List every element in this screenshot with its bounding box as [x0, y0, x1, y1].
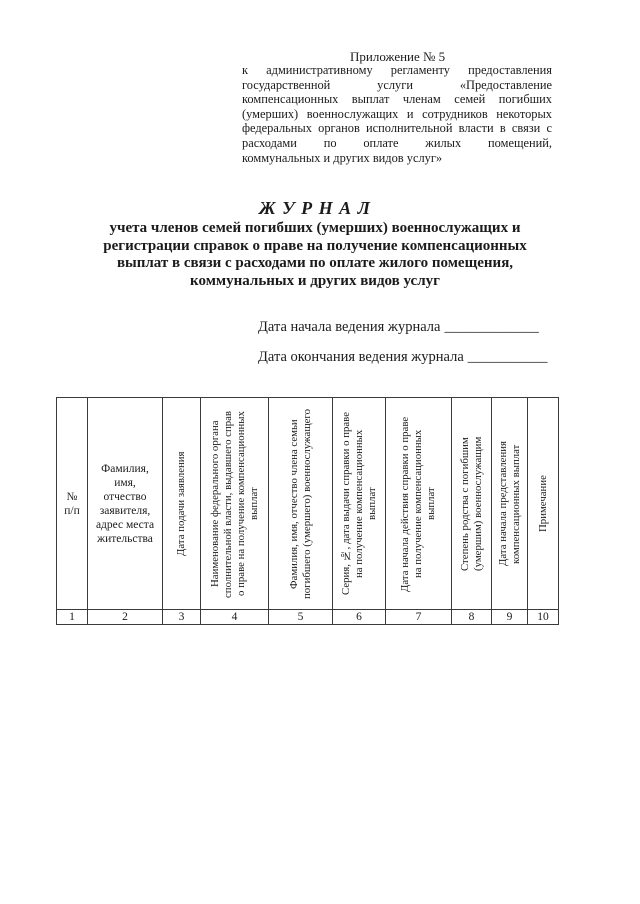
start-date-blank: _____________ [444, 319, 539, 335]
header-cell-application-date [163, 398, 201, 610]
header-text [209, 401, 261, 607]
column-number: 3 [163, 610, 201, 625]
journal-subtitle [60, 220, 570, 291]
column-number: 2 [88, 610, 163, 625]
appendix-line: компенсационных выплат членам семей погибших [242, 92, 552, 107]
header-line: на получение компенсационных [352, 429, 365, 578]
appendix-reference [242, 63, 552, 165]
header-line: Дата начала действия справки о праве [399, 415, 411, 592]
header-line: Фамилия, [101, 462, 149, 475]
journal-table [56, 397, 559, 625]
header-line: № [66, 490, 78, 503]
header-line: Дата начала представления [496, 441, 509, 566]
header-cell-inner [57, 398, 87, 609]
appendix-line: федеральных органов исполнительной власти в связи с [242, 121, 552, 136]
appendix-line: к административному регламенту предоставления [242, 63, 552, 77]
header-line: (умершим) военнослужащим [471, 436, 484, 571]
header-cell-inner [201, 398, 268, 609]
end-date-label: Дата окончания ведения журнала [258, 349, 464, 365]
header-cell-inner [333, 398, 385, 609]
appendix-line: коммунальных и других видов услуг» [242, 150, 443, 165]
column-number-row [57, 610, 559, 625]
journal-end-date [258, 348, 548, 366]
header-cell-inner [386, 398, 451, 609]
column-number: 1 [57, 610, 88, 625]
header-line: Дата подачи заявления [175, 451, 187, 556]
header-text [175, 401, 188, 607]
appendix-title: Приложение № 5 [350, 49, 446, 64]
header-cell-applicant [88, 398, 163, 610]
header-cell-number [57, 398, 88, 610]
header-cell-inner [492, 398, 527, 609]
header-line: п/п [64, 504, 80, 517]
header-line: выплат [247, 487, 260, 520]
header-text [537, 401, 550, 607]
column-number: 7 [386, 610, 452, 625]
journal-start-date [258, 318, 539, 336]
column-number: 6 [333, 610, 386, 625]
header-line: адрес места [95, 518, 155, 531]
header-cell-inner [269, 398, 332, 609]
header-cell-inner [163, 398, 200, 609]
appendix-line: (умерших) военнослужащих и сотрудников некоторых [242, 106, 552, 121]
header-line: имя, [114, 476, 136, 489]
header-line: жительства [97, 532, 153, 545]
header-line: Серия, №, дата выдачи справки о праве [339, 412, 352, 595]
header-text [288, 401, 314, 607]
column-number: 9 [492, 610, 528, 625]
column-number: 5 [269, 610, 333, 625]
column-number: 10 [528, 610, 559, 625]
column-number: 8 [452, 610, 492, 625]
header-line: выплат [365, 487, 378, 520]
header-line: на получение компенсационных [412, 429, 424, 578]
header-text [399, 401, 438, 607]
header-row [57, 398, 559, 610]
header-line: о праве на получение компенсационных [234, 411, 247, 596]
header-cell-note [528, 398, 559, 610]
journal-title: Ж У Р Н А Л [259, 198, 371, 218]
header-line: погибшего (умершего) военнослужащего [300, 408, 313, 599]
subtitle-line: регистрации справок о праве на получение компенсационных [103, 237, 527, 254]
header-text [459, 401, 485, 607]
header-cell-inner [528, 398, 558, 609]
header-cell-family-member [269, 398, 333, 610]
header-line: Фамилия, имя, отчество члена семьи [287, 418, 300, 589]
header-cell-payment-start [492, 398, 528, 610]
header-line: Примечание [536, 475, 549, 532]
subtitle-line: коммунальных и других видов услуг [190, 273, 440, 290]
column-number: 4 [201, 610, 269, 625]
subtitle-line: выплат в связи с расходами по оплате жилого помещения, [116, 255, 514, 272]
header-line: компенсационных выплат [509, 443, 522, 564]
header-line: выплат [425, 487, 437, 520]
header-cell-inner [88, 398, 162, 609]
header-line: сполнительной власти, выдавшего справ [221, 409, 234, 598]
start-date-label: Дата начала ведения журнала [258, 319, 441, 335]
header-line: отчество [103, 490, 147, 503]
header-text [497, 401, 523, 607]
header-cell-inner [452, 398, 491, 609]
header-cell-kinship [452, 398, 492, 610]
header-text [64, 490, 80, 518]
header-text [96, 462, 154, 546]
header-line: заявителя, [99, 504, 151, 517]
subtitle-line: учета членов семей погибших (умерших) военнослужащих и [109, 220, 521, 236]
header-text [340, 401, 379, 607]
header-cell-certificate-start [386, 398, 452, 610]
appendix-line: расходами по оплате жилых помещений, [242, 135, 552, 150]
header-cell-certificate-series [333, 398, 386, 610]
header-line: Степень родства с погибшим [458, 436, 471, 571]
header-cell-issuing-authority [201, 398, 269, 610]
header-line: Наименование федерального органа [208, 420, 221, 587]
end-date-blank: ___________ [467, 349, 548, 365]
appendix-line: государственной услуги «Предоставление [242, 77, 552, 92]
